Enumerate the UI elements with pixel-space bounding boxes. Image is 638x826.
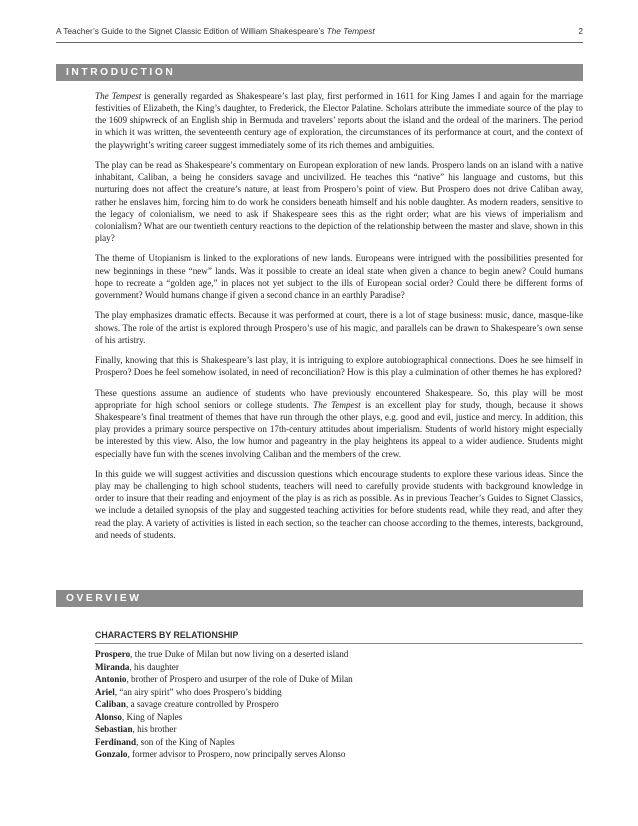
character-name: Sebastian <box>95 724 133 735</box>
character-name: Gonzalo <box>95 749 128 760</box>
character-item <box>95 673 583 686</box>
character-item <box>95 711 583 724</box>
header-title-text: A Teacher’s Guide to the Signet Classic Edition of William Shakespeare’s <box>56 26 327 36</box>
character-item <box>95 648 583 661</box>
header-rule <box>56 42 583 43</box>
character-name: Ariel <box>95 686 115 697</box>
character-item <box>95 748 583 761</box>
character-name: Ferdinand <box>95 736 137 747</box>
intro-paragraph-2: The play can be read as Shakespeare’s commentary on European exploration of new lands. Prospero lands on an island with a native inhabitant, Caliban, a being he considers savage and uncivilized. He teaches this “native” his language and customs, but this nurturing does not affect the creature’s nature, at least from Prospero’s point of view. But Prospero does not drive Caliban away, rather he enslaves him, forcing him to do work he considers beneath himself and his noble daughter. As modern readers, sensitive to the legacy of colonialism, we need to ask if Shakespeare sees this as the right order; what are his views of imperialism and colonialism? What are our twentieth century reactions to the depiction of the relationship between the master and slave, shown in this play? <box>95 160 583 244</box>
character-desc: , “an airy spirit” who does Prospero’s bidding <box>114 686 282 697</box>
character-desc: , his daughter <box>129 661 179 672</box>
page-number: 2 <box>578 26 583 36</box>
play-title-italic: The Tempest <box>95 91 142 101</box>
section-heading-overview: OVERVIEW <box>56 590 583 607</box>
intro-paragraph-3: The theme of Utopianism is linked to the explorations of new lands. Europeans were intrigued with the possibilities presented for new beginnings in these “new” lands. Was it possible to create an ideal state when given a chance to begin anew? Could humans hope to recreate a “golden age,” in places not yet subject to the ills of European social order? Could there be different forms of government? Would humans change if given a second chance in an earthly Paradise? <box>95 253 583 300</box>
intro-paragraph-6-post: is an excellent play for study, though, because it shows Shakespeare’s final treatment of themes that have run through the other plays, e.g. good and evil, justice and mercy. In addition, this play provides a primary source perspective on 17th-century attitudes about imperialism. Students of world history might especially be interested by this view. Also, the low humor and pageantry in the play heightens its appeal to a wider audience. Students might especially have fun with the scenes involving Caliban and the members of the crew. <box>95 399 583 459</box>
character-desc: , his brother <box>132 724 177 735</box>
intro-paragraph-4: The play emphasizes dramatic effects. Because it was performed at court, there is a lot of stage business: music, dance, masque-like shows. The role of the artist is explored through Prospero’s use of his magic, and parallels can be drawn to Shakespeare’s own sense of his artistry. <box>95 310 583 345</box>
character-list <box>95 648 583 761</box>
character-item <box>95 723 583 736</box>
character-desc: , a savage creature controlled by Prospero <box>125 699 279 710</box>
character-desc: , the true Duke of Milan but now living on a deserted island <box>130 649 349 659</box>
intro-paragraph-6 <box>95 387 583 460</box>
character-item <box>95 686 583 699</box>
intro-paragraph-1 <box>95 90 583 151</box>
characters-subheading: CHARACTERS BY RELATIONSHIP <box>95 630 583 644</box>
character-name: Caliban <box>95 699 126 710</box>
intro-paragraph-7: In this guide we will suggest activities and discussion questions which encourage students to explore these various ideas. Since the play may be challenging to high school students, teachers will need to carefully provide students with background knowledge in order to insure that their reading and enjoyment of the play is as rich as possible. As in previous Teacher’s Guides to Signet Classics, we include a detailed synopsis of the play and suggested teaching activities for before students read, while they read, and after they read the play. A variety of activities is listed in each section, so the teacher can choose according to the themes, interests, background, and needs of students. <box>95 469 583 540</box>
character-desc: , brother of Prospero and usurper of the role of Duke of Milan <box>126 674 353 685</box>
intro-paragraph-6-pre: These questions assume an audience of students who have previously encountered Shakespeare. So, this play will be most appropriate for high school seniors or college students. <box>95 387 583 410</box>
page-header <box>56 26 583 36</box>
intro-paragraph-1-text: is generally regarded as Shakespeare’s last play, first performed in 1611 for King James I and again for the marriage festivities of Elizabeth, the King’s daughter, to Frederick, the Elector Palatine. Scholars attribute the immediate source of the play to the 1609 shipwreck of an English ship in Bermuda and travelers’ reports about the island and the ordeal of the mariners. The period in which it was written, the seventeenth century age of exploration, the circumstances of its performance at court, and the context of the playwright’s writing career suggest immediately some of its rich themes and ambiguities. <box>95 91 583 150</box>
character-desc: , King of Naples <box>121 711 183 722</box>
character-desc: , son of the King of Naples <box>136 736 235 747</box>
character-name: Prospero <box>95 649 131 659</box>
character-item <box>95 698 583 711</box>
introduction-body <box>95 90 583 549</box>
intro-paragraph-5: Finally, knowing that this is Shakespeare’s last play, it is intriguing to explore autobiographical connections. Does he see himself in Prospero? Does he feel somehow isolated, in need of reconciliation? How is this play a culmination of other themes he has explored? <box>95 355 583 378</box>
play-title-italic: The Tempest <box>313 399 361 410</box>
header-title <box>56 26 375 36</box>
character-item <box>95 661 583 674</box>
character-desc: , former advisor to Prospero, now principally serves Alonso <box>127 749 346 760</box>
header-title-italic: The Tempest <box>326 26 375 36</box>
section-heading-introduction: INTRODUCTION <box>56 64 583 81</box>
character-item <box>95 736 583 749</box>
character-name: Miranda <box>95 661 130 672</box>
character-name: Alonso <box>95 711 122 722</box>
character-name: Antonio <box>95 674 127 685</box>
